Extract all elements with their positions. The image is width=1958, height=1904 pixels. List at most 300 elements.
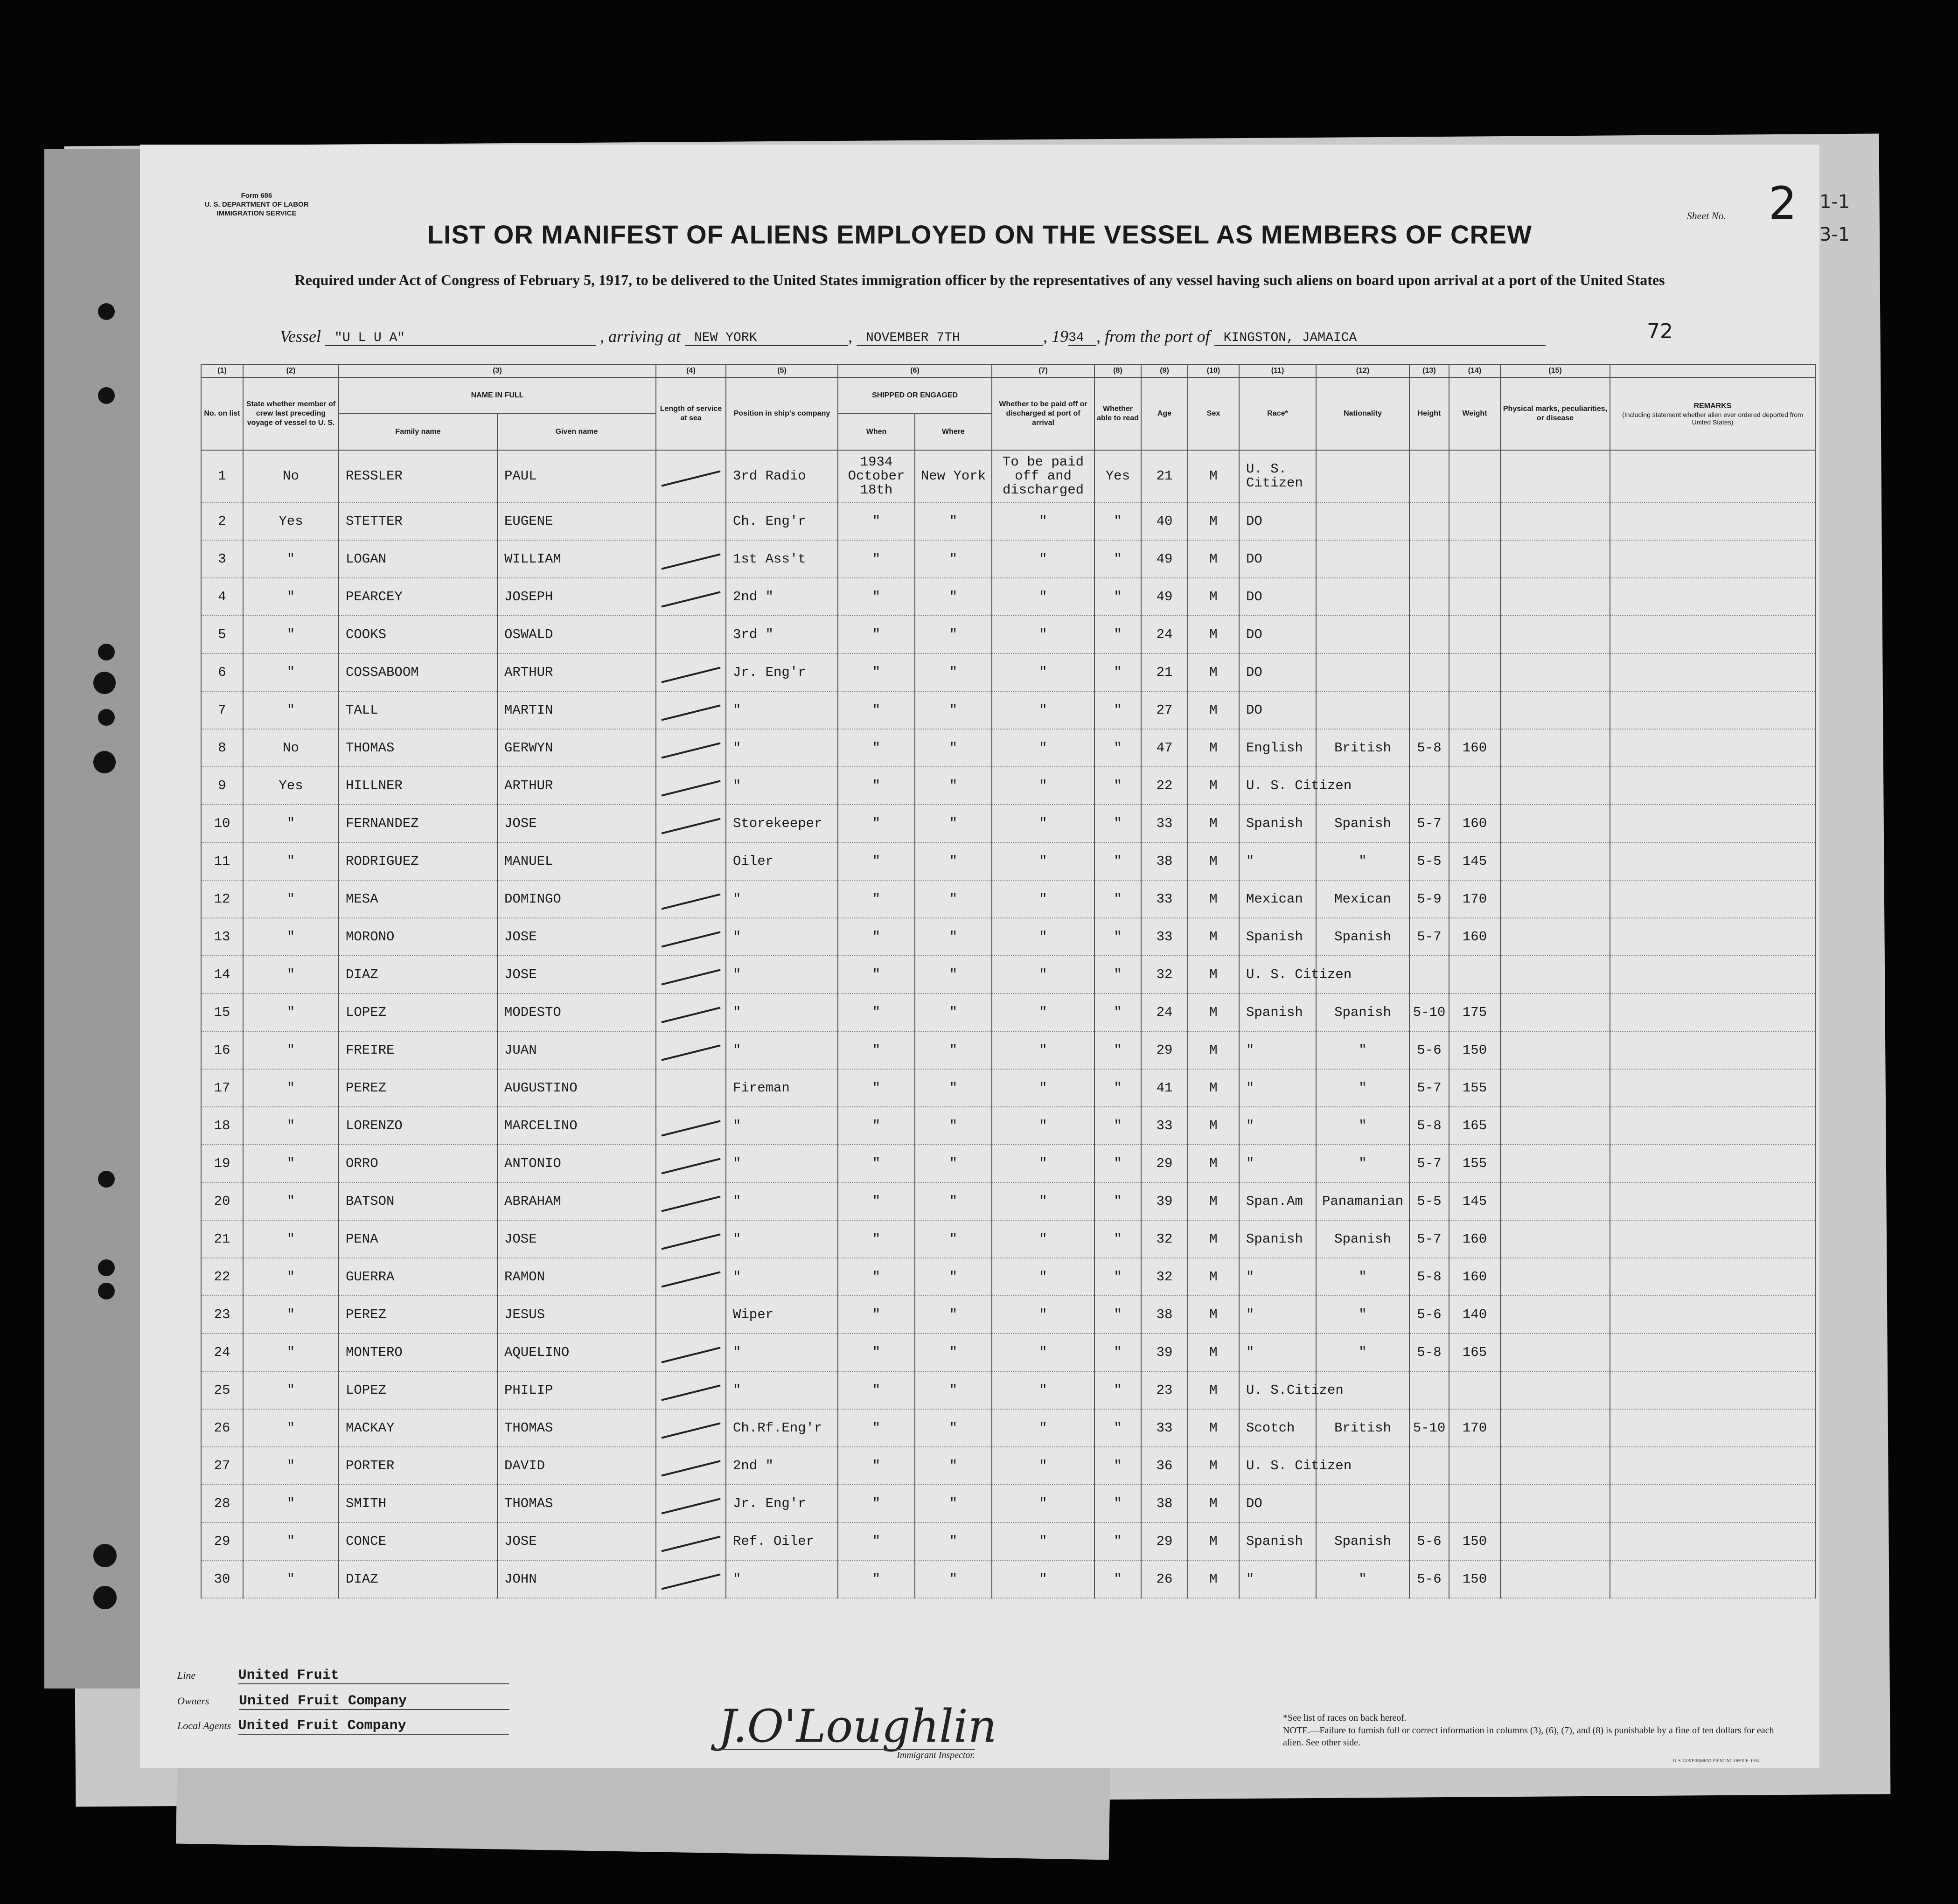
cell-service	[656, 880, 726, 918]
check-stroke-icon	[661, 1007, 720, 1023]
header-remarks	[1610, 377, 1815, 450]
cell-nationality: Spanish	[1316, 1522, 1409, 1560]
cell-remarks	[1610, 880, 1815, 918]
cell-position: Wiper	[726, 1296, 838, 1334]
cell-no: 20	[201, 1182, 243, 1220]
colnum-2: (2)	[243, 364, 339, 377]
cell-when: "	[838, 502, 915, 540]
cell-remarks	[1610, 450, 1815, 502]
cell-service	[656, 653, 726, 691]
races-note: *See list of races on back hereof.	[1283, 1713, 1407, 1723]
cell-no: 21	[201, 1220, 243, 1258]
cell-sex: M	[1188, 540, 1239, 578]
cell-family: CONCE	[339, 1522, 497, 1560]
header-position: Position in ship's company	[726, 377, 838, 450]
cell-position: "	[726, 1031, 838, 1069]
cell-family: LOPEZ	[339, 1371, 497, 1409]
page-subtitle: Required under Act of Congress of February 5, 1917, to be delivered to the United States immigration officer by the representatives of any vessel having such aliens on board upon arrival at a port of the United States	[294, 271, 1665, 288]
cell-given: JOSE	[497, 1220, 656, 1258]
cell-paid: "	[992, 1031, 1094, 1069]
cell-weight	[1449, 578, 1500, 616]
cell-sex: M	[1188, 653, 1239, 691]
cell-service	[656, 956, 726, 994]
colnum-remarks	[1610, 364, 1815, 377]
cell-where: "	[915, 918, 992, 956]
cell-race: U. S.Citizen	[1239, 1371, 1316, 1409]
cell-height	[1409, 1485, 1449, 1522]
cell-physical-marks	[1500, 450, 1610, 502]
cell-service	[656, 1522, 726, 1560]
header-height: Height	[1409, 377, 1449, 450]
cell-given: JOHN	[497, 1560, 656, 1598]
cell-read: "	[1094, 767, 1141, 805]
cell-when: "	[838, 1220, 915, 1258]
check-stroke-icon	[661, 1422, 720, 1438]
cell-nationality: "	[1316, 1296, 1409, 1334]
cell-where: "	[915, 880, 992, 918]
cell-no: 15	[201, 994, 243, 1031]
cell-where: "	[915, 1107, 992, 1145]
cell-paid: "	[992, 956, 1094, 994]
cell-service	[656, 1145, 726, 1182]
cell-age: 33	[1141, 805, 1188, 842]
cell-weight	[1449, 1371, 1500, 1409]
remarks-title: REMARKS	[1693, 402, 1732, 410]
check-stroke-icon	[661, 667, 720, 683]
cell-physical-marks	[1500, 1182, 1610, 1220]
header-sex: Sex	[1188, 377, 1239, 450]
table-row	[201, 729, 1815, 767]
cell-family: GUERRA	[339, 1258, 497, 1296]
cell-when: "	[838, 1447, 915, 1485]
cell-nationality: "	[1316, 1031, 1409, 1069]
service-name: IMMIGRATION SERVICE	[216, 209, 297, 217]
year-suffix: 34	[1068, 331, 1096, 346]
cell-race: U. S. Citizen	[1239, 767, 1316, 805]
cell-sex: M	[1188, 1145, 1239, 1182]
cell-where: "	[915, 842, 992, 880]
cell-physical-marks	[1500, 1409, 1610, 1447]
margin-mark-2: 3-1	[1819, 224, 1850, 245]
cell-position: "	[726, 729, 838, 767]
colnum-14: (14)	[1449, 364, 1500, 377]
cell-weight: 165	[1449, 1334, 1500, 1371]
cell-paid: "	[992, 1182, 1094, 1220]
year-prefix: 19	[1052, 327, 1068, 346]
header-where: Where	[915, 414, 992, 450]
cell-no: 5	[201, 616, 243, 653]
cell-sex: M	[1188, 1560, 1239, 1598]
cell-service	[656, 1258, 726, 1296]
cell-height: 5-6	[1409, 1522, 1449, 1560]
table-row	[201, 691, 1815, 729]
cell-read: "	[1094, 1220, 1141, 1258]
cell-age: 29	[1141, 1031, 1188, 1069]
cell-sex: M	[1188, 1220, 1239, 1258]
cell-prev: "	[243, 1258, 339, 1296]
cell-service	[656, 450, 726, 502]
cell-read: "	[1094, 729, 1141, 767]
header-when: When	[838, 414, 915, 450]
cell-sex: M	[1188, 1107, 1239, 1145]
cell-service	[656, 842, 726, 880]
cell-weight: 160	[1449, 918, 1500, 956]
cell-given: JOSE	[497, 956, 656, 994]
cell-given: EUGENE	[497, 502, 656, 540]
binder-hole	[98, 1283, 115, 1299]
cell-prev: "	[243, 956, 339, 994]
cell-height	[1409, 616, 1449, 653]
cell-height: 5-7	[1409, 1145, 1449, 1182]
cell-read: "	[1094, 502, 1141, 540]
cell-race: DO	[1239, 540, 1316, 578]
cell-read: "	[1094, 1258, 1141, 1296]
cell-physical-marks	[1500, 1258, 1610, 1296]
cell-prev: "	[243, 578, 339, 616]
cell-given: JOSE	[497, 918, 656, 956]
cell-nationality: Spanish	[1316, 805, 1409, 842]
cell-race: Spanish	[1239, 805, 1316, 842]
cell-position: "	[726, 1371, 838, 1409]
binder-hole	[98, 709, 115, 726]
cell-given: THOMAS	[497, 1409, 656, 1447]
cell-height: 5-7	[1409, 1220, 1449, 1258]
cell-physical-marks	[1500, 1560, 1610, 1598]
cell-height: 5-7	[1409, 1069, 1449, 1107]
cell-read: "	[1094, 1145, 1141, 1182]
cell-given: JESUS	[497, 1296, 656, 1334]
cell-no: 23	[201, 1296, 243, 1334]
cell-service	[656, 767, 726, 805]
cell-family: MORONO	[339, 918, 497, 956]
cell-given: DAVID	[497, 1447, 656, 1485]
cell-given: MODESTO	[497, 994, 656, 1031]
cell-weight: 170	[1449, 880, 1500, 918]
cell-read: "	[1094, 1107, 1141, 1145]
cell-where: "	[915, 767, 992, 805]
cell-sex: M	[1188, 1182, 1239, 1220]
cell-sex: M	[1188, 1371, 1239, 1409]
cell-read: "	[1094, 1031, 1141, 1069]
cell-race: U. S. Citizen	[1239, 956, 1316, 994]
cell-remarks	[1610, 1447, 1815, 1485]
cell-family: RESSLER	[339, 450, 497, 502]
cell-prev: "	[243, 1107, 339, 1145]
cell-paid: "	[992, 578, 1094, 616]
cell-age: 39	[1141, 1334, 1188, 1371]
table-row	[201, 1107, 1815, 1145]
table-row	[201, 1145, 1815, 1182]
cell-age: 33	[1141, 1409, 1188, 1447]
cell-physical-marks	[1500, 578, 1610, 616]
cell-remarks	[1610, 1296, 1815, 1334]
cell-read: "	[1094, 1334, 1141, 1371]
cell-age: 33	[1141, 918, 1188, 956]
table-row	[201, 767, 1815, 805]
cell-age: 29	[1141, 1522, 1188, 1560]
crew-manifest-table	[201, 364, 1816, 1598]
cell-age: 32	[1141, 1220, 1188, 1258]
cell-prev: "	[243, 880, 339, 918]
cell-race: English	[1239, 729, 1316, 767]
cell-sex: M	[1188, 1334, 1239, 1371]
cell-race: "	[1239, 1258, 1316, 1296]
cell-when: "	[838, 1371, 915, 1409]
cell-no: 9	[201, 767, 243, 805]
cell-height: 5-7	[1409, 805, 1449, 842]
cell-race: Spanish	[1239, 1220, 1316, 1258]
cell-position: Fireman	[726, 1069, 838, 1107]
binder-hole	[98, 1171, 115, 1188]
cell-nationality: Spanish	[1316, 994, 1409, 1031]
cell-race: "	[1239, 1069, 1316, 1107]
cell-weight: 160	[1449, 1258, 1500, 1296]
cell-where: "	[915, 1145, 992, 1182]
cell-paid: "	[992, 1409, 1094, 1447]
cell-service	[656, 540, 726, 578]
cell-paid: "	[992, 880, 1094, 918]
cell-physical-marks	[1500, 918, 1610, 956]
cell-physical-marks	[1500, 1296, 1610, 1334]
colnum-8: (8)	[1094, 364, 1141, 377]
cell-no: 28	[201, 1485, 243, 1522]
cell-weight: 160	[1449, 805, 1500, 842]
cell-race: "	[1239, 1031, 1316, 1069]
table-row	[201, 842, 1815, 880]
cell-given: ARTHUR	[497, 653, 656, 691]
cell-position: Jr. Eng'r	[726, 653, 838, 691]
check-stroke-icon	[661, 1573, 720, 1590]
cell-no: 7	[201, 691, 243, 729]
cell-height	[1409, 450, 1449, 502]
cell-paid: "	[992, 691, 1094, 729]
cell-when: "	[838, 1334, 915, 1371]
table-row	[201, 1220, 1815, 1258]
remarks-note: (Including statement whether alien ever ordered deported from United States)	[1622, 411, 1803, 426]
line-label: Line	[177, 1669, 196, 1681]
cell-age: 27	[1141, 691, 1188, 729]
cell-weight	[1449, 502, 1500, 540]
penalty-note: NOTE.—Failure to furnish full or correct information in columns (3), (6), (7), and (8) is punishable by a fine of ten dollars for each alien. See other side.	[1283, 1725, 1774, 1748]
cell-age: 21	[1141, 450, 1188, 502]
cell-family: COSSABOOM	[339, 653, 497, 691]
cell-position: 3rd "	[726, 616, 838, 653]
cell-weight: 170	[1449, 1409, 1500, 1447]
cell-height	[1409, 956, 1449, 994]
cell-read: "	[1094, 578, 1141, 616]
cell-position: Ch. Eng'r	[726, 502, 838, 540]
colnum-10: (10)	[1188, 364, 1239, 377]
cell-remarks	[1610, 842, 1815, 880]
cell-height: 5-9	[1409, 880, 1449, 918]
cell-weight	[1449, 450, 1500, 502]
header-list-no: No. on list	[201, 377, 243, 450]
cell-nationality	[1316, 653, 1409, 691]
cell-height	[1409, 653, 1449, 691]
check-stroke-icon	[661, 1347, 720, 1363]
table-row	[201, 1409, 1815, 1447]
cell-no: 2	[201, 502, 243, 540]
cell-physical-marks	[1500, 1220, 1610, 1258]
cell-position: 2nd "	[726, 578, 838, 616]
cell-where: "	[915, 1560, 992, 1598]
cell-service	[656, 616, 726, 653]
cell-read: "	[1094, 994, 1141, 1031]
cell-read: "	[1094, 1371, 1141, 1409]
cell-position: 1st Ass't	[726, 540, 838, 578]
table-row	[201, 578, 1815, 616]
colnum-15: (15)	[1500, 364, 1610, 377]
cell-remarks	[1610, 767, 1815, 805]
cell-given: DOMINGO	[497, 880, 656, 918]
cell-paid: "	[992, 1371, 1094, 1409]
cell-service	[656, 1107, 726, 1145]
colnum-6: (6)	[838, 364, 992, 377]
cell-no: 12	[201, 880, 243, 918]
check-stroke-icon	[661, 931, 720, 947]
cell-read: "	[1094, 918, 1141, 956]
cell-weight: 145	[1449, 1182, 1500, 1220]
cell-weight	[1449, 540, 1500, 578]
cell-weight: 160	[1449, 1220, 1500, 1258]
cell-family: LORENZO	[339, 1107, 497, 1145]
check-stroke-icon	[661, 742, 720, 758]
cell-age: 38	[1141, 842, 1188, 880]
cell-physical-marks	[1500, 502, 1610, 540]
colnum-12: (12)	[1316, 364, 1409, 377]
page-title: LIST OR MANIFEST OF ALIENS EMPLOYED ON THE VESSEL AS MEMBERS OF CREW	[427, 220, 1533, 249]
table-row	[201, 450, 1815, 502]
cell-prev: "	[243, 1447, 339, 1485]
cell-no: 13	[201, 918, 243, 956]
cell-race: DO	[1239, 691, 1316, 729]
cell-no: 30	[201, 1560, 243, 1598]
cell-age: 33	[1141, 1107, 1188, 1145]
cell-sex: M	[1188, 616, 1239, 653]
cell-position: 2nd "	[726, 1447, 838, 1485]
check-stroke-icon	[661, 470, 720, 486]
cell-no: 22	[201, 1258, 243, 1296]
form-identifier	[187, 191, 327, 218]
inspector-signature: J.O'Loughlin	[718, 1700, 997, 1752]
cell-height	[1409, 540, 1449, 578]
cell-physical-marks	[1500, 1069, 1610, 1107]
cell-where: "	[915, 540, 992, 578]
cell-service	[656, 1447, 726, 1485]
sheet-number-value: 2	[1768, 177, 1797, 229]
cell-height: 5-10	[1409, 1409, 1449, 1447]
cell-paid: "	[992, 767, 1094, 805]
cell-when: "	[838, 1522, 915, 1560]
cell-physical-marks	[1500, 691, 1610, 729]
cell-where: "	[915, 994, 992, 1031]
header-given-name: Given name	[497, 414, 656, 450]
cell-where: "	[915, 1220, 992, 1258]
cell-read: "	[1094, 1447, 1141, 1485]
cell-read: "	[1094, 691, 1141, 729]
cell-age: 24	[1141, 994, 1188, 1031]
header-able-to-read: Whether able to read	[1094, 377, 1141, 450]
cell-remarks	[1610, 994, 1815, 1031]
sheet-number-label: Sheet No.	[1686, 210, 1726, 222]
cell-when: "	[838, 1485, 915, 1522]
cell-prev: "	[243, 1560, 339, 1598]
cell-age: 49	[1141, 540, 1188, 578]
cell-prev: "	[243, 1485, 339, 1522]
cell-nationality: Spanish	[1316, 918, 1409, 956]
cell-family: TALL	[339, 691, 497, 729]
cell-age: 29	[1141, 1145, 1188, 1182]
cell-no: 17	[201, 1069, 243, 1107]
owners-field	[177, 1693, 509, 1710]
header-physical-marks: Physical marks, peculiarities, or disease	[1500, 377, 1610, 450]
cell-paid: "	[992, 653, 1094, 691]
check-stroke-icon	[661, 1271, 720, 1287]
cell-prev: "	[243, 1069, 339, 1107]
binder-hole	[98, 1259, 115, 1276]
cell-age: 23	[1141, 1371, 1188, 1409]
cell-service	[656, 805, 726, 842]
cell-family: PENA	[339, 1220, 497, 1258]
table-row	[201, 502, 1815, 540]
cell-service	[656, 1069, 726, 1107]
cell-physical-marks	[1500, 653, 1610, 691]
cell-where: "	[915, 1409, 992, 1447]
cell-service	[656, 1371, 726, 1409]
cell-position: Ref. Oiler	[726, 1522, 838, 1560]
cell-remarks	[1610, 1107, 1815, 1145]
cell-family: MONTERO	[339, 1334, 497, 1371]
manifest-sheet	[140, 145, 1819, 1768]
cell-service	[656, 1485, 726, 1522]
cell-prev: Yes	[243, 502, 339, 540]
owners-value: United Fruit Company	[239, 1693, 509, 1710]
cell-nationality	[1316, 616, 1409, 653]
cell-where: "	[915, 1258, 992, 1296]
cell-when: "	[838, 653, 915, 691]
cell-paid: "	[992, 1069, 1094, 1107]
cell-when: "	[838, 805, 915, 842]
cell-paid: "	[992, 1107, 1094, 1145]
cell-weight: 175	[1449, 994, 1500, 1031]
cell-sex: M	[1188, 805, 1239, 842]
cell-where: "	[915, 1182, 992, 1220]
cell-prev: "	[243, 691, 339, 729]
arrival-date: NOVEMBER 7TH	[857, 331, 1043, 346]
cell-position: "	[726, 1334, 838, 1371]
binder-hole	[93, 1586, 117, 1609]
cell-physical-marks	[1500, 1334, 1610, 1371]
check-stroke-icon	[661, 1120, 720, 1136]
cell-weight	[1449, 956, 1500, 994]
cell-where: "	[915, 956, 992, 994]
check-stroke-icon	[661, 780, 720, 796]
cell-service	[656, 502, 726, 540]
cell-sex: M	[1188, 1522, 1239, 1560]
cell-weight: 160	[1449, 729, 1500, 767]
cell-read: "	[1094, 1069, 1141, 1107]
cell-where: "	[915, 1296, 992, 1334]
header-row-1	[201, 377, 1815, 414]
colnum-1: (1)	[201, 364, 243, 377]
cell-remarks	[1610, 616, 1815, 653]
cell-family: HILLNER	[339, 767, 497, 805]
cell-when: "	[838, 918, 915, 956]
cell-prev: "	[243, 1371, 339, 1409]
cell-no: 24	[201, 1334, 243, 1371]
cell-read: "	[1094, 1296, 1141, 1334]
cell-nationality: "	[1316, 1560, 1409, 1598]
